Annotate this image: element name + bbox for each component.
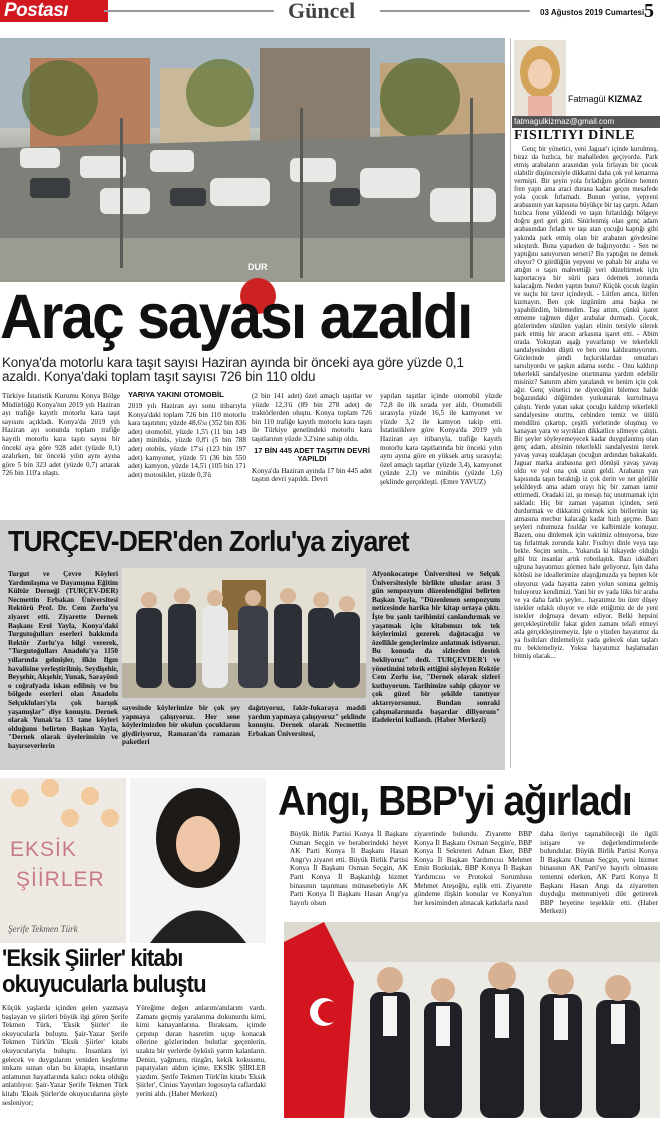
book-headline-1: 'Eksik Şiirler' kitabı	[2, 945, 183, 972]
book-cover-title-1: EKSİK	[10, 838, 77, 861]
turcev-col4: Afyonkocatepe Üniversitesi ve Selçuk Üniversitesiyle birlikte uluslar arası 3 gün sempozyum düzenlendiğini belirten Başkan Yayla, "Düzenlenen sempozyum neticesinde harika bir kitap ortaya çıktı. İşte bu şanlı tarihimizi canlandırmak ve yaşatmak için kitabımızı tek tek köylerimizi gezerek dağıtacağız ve özellikle gençlerimize anlatmak istiyoruz. Bu konuda da sizlerden destek bekliyoruz" dedi. TURÇEVDER'i ve yönetimini tebrik ettiğini söyleyen Rektör Cem Zorlu ise, "Dernek olarak sizleri kutluyorum. Tarihimize sahip çıkıyor ve çok güzel bir şekilde tanıtıyor aktarıyorsunuz. Bundan sonraki çalışmalarınızda başarılar diliyorum" ifadelerini kullandı. (Haber Merkezi)	[372, 570, 500, 725]
book-cover	[0, 778, 126, 943]
columnist-email[interactable]: fatmagulkizmaz@gmail.com	[512, 116, 660, 128]
main-story-col4: yapılan taşıtlar içinde otomobil yüzde 72,8 ile ilk sırada yer aldı. Otomobili sırasıyla yüzde 16,5 ile kamyonet ve yüzde 3,2 ile kamyon takip etti. İstatistiklere göre Konya'da 2019 yılı Haziran ayı itibarıyla, trafiğe kayıtlı motorlu kara taşıtlarında bir önceki yılın aynı ayına göre en yüksek artış sırasıyla; özel amaçlı taşıtlar (yüzde 3,4), kamyonet (yüzde 2,3) ve minibüs (yüzde 1,6) şeklinde gerçekleşti. (Emre YAVUZ)	[380, 392, 502, 486]
header-rule-right	[380, 10, 530, 12]
newspaper-logo[interactable]: Postası	[0, 0, 108, 22]
book-col2: Yüreğime değen anlarım/anılarım vardı. Zamanı geçmiş yaralarıma dokunurdu kimi, kimi kanayanlarına. Bıraksam, içimde çırpınıp duran hasretim uçup konacak ellerine gözlerinden bulutlar geçenlerin, uzakta bir yerlerde öyküsü yarım kalanların. Denizi, yağmuru, rüzgârı, kekik kokusunu, papatyaları aldım içime, EKSİK ŞİİRLER yazdım. Şerife Tekmen Türk'ün kitabı 'Eksik Şiirler', Cinius Yayınları logosuyla raflardaki yerini aldı. (Haber Merkezi)	[136, 1004, 266, 1098]
main-story-col3-text: (2 bin 141 adet) özel amaçlı taşıtlar ve yüzde 12,3'ü (89 bin 278 adet) de traktörlerden oluştu. Konya toplam 726 bin 110 trafiğe kayıtlı motorlu kara taşıtı ile Türkiye genelindeki motorlu kara taşıtlarının yüzde 3,2'sine sahip oldu.	[252, 392, 372, 443]
author-portrait	[130, 778, 266, 943]
book-headline-2: okuyucularla buluştu	[2, 971, 206, 998]
book-cover-author: Şerife Tekmen Türk	[8, 924, 78, 934]
main-story-col2-text: 2019 yılı Haziran ayı sonu itibarıyla Konya'daki toplam 726 bin 110 motorlu kara taşıtının; yüzde 48,6'sı (352 bin 836 adet) otomobil, yüzde 1,5'i (11 bin 149 adet) minibüs, yüzde 0,8'i (5 bin 788 adet) otobüs, yüzde 17'si (123 bin 197 adet) kamyonet, yüzde 5'i (36 bin 550 adet) kamyon, yüzde 14,5'i (105 bin 171 adet) motosiklet, yüzde 0,3'ü	[128, 402, 246, 479]
columnist-first-name: Fatmagül	[568, 94, 606, 104]
bbp-headline: Angı, BBP'yi ağırladı	[278, 777, 632, 824]
turcev-photo-illustration	[122, 568, 366, 698]
turcev-col1: Turgut ve Çevre Köyleri Yardımlaşma ve Dayanışma Eğitim Kültür Derneği (TURÇEV-DER) Necmettin Erbakan Üniversitesi Rektörü Prof. Dr. Cem Zorlu'yu ziyaret etti. Ziyarette Dernek Başkanı Erol Yayla, Konya'daki Turgutoğulları eserleri hakkında Rektör Zorlu'ya bilgi vererek, "Turgutoğulları Anadolu'ya 1150 yıllarında gelmişler, ilkin Ilgın havalisine yerleştirilmiş. Seydişehir, Beyşehir, Akşehir, Yunak, Sarayönü o coğrafyada iskan edilmiş ve bu bölgede eserleri olan Anadolu Selçukluları'yla çok barışık yaşamışlar" diye konuştu. Dernek olarak Yunak'ta 13 tane köyleri olduğunu belirten Başkan Yayla, "Dernek olarak üyelerimizin ve hayırseverlerin	[8, 570, 118, 750]
columnist-name	[568, 94, 642, 104]
turcev-col2: sayesinde köylerimize bir çok şey yapmaya çalışıyoruz. Her sene köylerimizden bir okulun çocuklarını giydiriyoruz, Ramazan'da ramazan paketleri	[122, 704, 240, 747]
turcev-col3: dağıtıyoruz, fakir-fukaraya maddi yardım yapmaya çalışıyoruz" şeklinde konuştu. Dernek olarak Necmettin Erbakan Üniversitesi,	[248, 704, 366, 738]
turcev-photo	[122, 568, 366, 698]
column-body: Genç bir yönetici, yeni Jaguar'ı içinde kurulmuş, biraz da hızlıca, bir mahalleden geçiyordu. Park etmiş arabaların arasından yola fırlayan bir çocuk olabilir düşüncesiyle dikkatini daha çok yol kenarına vermişti. Bir şeyin yola fırladığını görünce hemen fren yaptı ama araci durana kadar geçen mesafede yola çocuk fırlamadı. Bunun yerine, yepyeni arabasının yan kapısına büyükçe bir taş çarptı. Adam hızlıca frene yüklendi ve taşın fırlatıldığı bölgeye doğru geri geri gitti. Sinirlenmiş olan genç adam arabasından fırladı ve taşı atan çocuğu kaptığı gibi yakında park etmiş olan bir arabanın gövdesine sıkıştırdı. Buna yaparken de bağırıyordu: - Sen ne yaptığını sanıyorsun serseri? Bu yaptığın ne demek oluyor? O gördüğün yepyeni ve pahalı bir araba ve attığın o taşın mahvettiği yeri düzeltirmek için kaportacıya bir sürü para ödemek zorunda kalacağım. Neden yaptın bunu? Küçük çocuk üzgün ve suçlu bir tavır içindeydi. - Lütfen amca, lütfen kızmayın. Ben çok üzgünüm ama başka ne yapabilirdim, bilemedim. Taşı attım, çünkü işaret etmeme rağmen diğer arabalar durmadı. Çocuk, gözlerinden süzülen yaşları elinin tersiyle silerek park etmiş bir aracın arkasına işaret etti. - Abim orada. Yokuştan aşağı yuvarlanıp ve tekerlekli sandalyesinden düştü ve ben onu kaldıramıyorum. Gözlerinde şimdi hıçkırıklardan omuzları sarsılıyordu ve şaşkın adama sordu: - Onu kaldırıp tekerlekli sandalyesine oturtmama yardım edebilir misiniz? Sanırım abim yaralandı ve benim için çok ağır. Genç yönetici ne diyeceğini bilemez halde boğazındaki düğümden yutkunarak kurtulmaya çalıştı. Yerde yatan sakat çocuğu kaldırıp tekerlekli sandalyesine oturttu, cebinden temiz ve ütülü mendilini çıkartıp, çeşitli yerlerinde oluşmuş ve kanayan yara ve sıyrıkları dikkatlice silmeye çalıştı. Bir şeyler söyleyemeyecek kadar duygulanmış olan genç adam, abisinin tekerlekli sandalyesini iterek yavaş yavaş uzaklaşan çocuğun ardından bakakaldı. Jaguar marka arabasına geri dönüşü yavaş yavaş oldu ve yol ona çok uzun geldi. Arabanın yan kapısında taşın bıraktığı iz çok derin ve net görülür şekildeydi ama adam orayı hiç bir zaman tamir ettirmedi. Oradaki izi, şu mesajı hiç unutmamak için sakladı: Hiç bir zaman yaşamın içinden, seni durdurmak ve dikkatini çekmek için birilerinin taş atmasına mecbur kalacağı kadar hızlı geçme. Bazı şeyleri ruhumuza fısıldar ve kalbimizle konuşur. Bazen, onu dinlemek için vaktimiz olmuyorsa, bize taş fırlatmak zorunda kalır. Fısıltıyı dinle veya taşı bekle. Seçim senin... Yukarıda ki hikayede olduğu gibi biz insanlar artık robotlaştık. Bazı idealleri uğruna hayatımızı görmez hale geliyoruz. İşin daha kötüsü ise ideallerimize ulaştığımızda ya hepten kör oluyoruz yada hayatta zaten yolun sonuna gelmiş buluyoruz kendimizi. Yani bir ev yada lüks bir araba ve ya daha farklı şeyler... hayatımız bu üzer düşey istekler odaklı oluyor ve elde ettiğimiz de de yeni istekler doğmaya devam ediyor. Belki hepsini gerçekleştirebilir fakat giden zamanı telafi etmeyi asla gerçekleştiremeyiz. İşte o yüzden hayatımız da ya fısıltıları dinlemeliyiz yada gelecek olan taşları mı beklemeliyiz. Yoksa hayatımız başlamadan bitmiş olacak...	[514, 146, 658, 660]
header-rule	[104, 10, 274, 12]
main-subheadline: Konya'da motorlu kara taşıt sayısı Haziran ayında bir önceki aya göre yüzde 0,1 azaldı. Konya'daki toplam taşıt sayısı 726 bin 110 oldu	[2, 355, 464, 384]
columnist-portrait	[514, 40, 566, 116]
bbp-col1: Büyük Birlik Partisi Konya İl Başkanı Osman Seçgin ve beraberindeki heyet AK Parti Konya İl Başkanı Hasan Angı'yı ziyaret etti. Büyük Birlik Partisi Konya İl Başkanı Osman Seçgin, AK Parti Konya İl Başkanlığı hizmet binasının taşınması münasebetiyle AK Parti Konya İl Başkanı Hasan Angı'ya hayırlı olsun	[290, 830, 408, 907]
traffic-photo-illustration	[0, 38, 505, 282]
book-col1: Küçük yaşlarda içinden gelen yazmaya başlayan ve şiirleri büyük ilgi gören Şerife Tekmen Türk, 'Eksik Şiirler' ile okuyucularla buluştu. Şair-Yazar Şerife Tekmen Türk'ün 'Eksik Şiirler' kitabı okuyucularıyla buluştu. İnsanlara iyi gelecek ve duygularını yeniden keşfetme imkanı sunan olan bu kitapta, insanların anlamının hayatlarında kalıcı nokta olduğu anlatılıyor. Şair-Yazar Şerife Tekmen Türk kitabı 'Eksik Şiirler'de okuyucularına şöyle sesleniyor;	[2, 1004, 128, 1107]
turcev-headline: TURÇEV-DER'den Zorlu'ya ziyaret	[8, 526, 409, 558]
columnist-last-name: KIZMAZ	[608, 94, 643, 104]
issue-date: 03 Ağustos 2019 Cumartesi	[540, 8, 645, 17]
main-story-col1: Türkiye İstatistik Kurumu Konya Bölge Müdürlüğü Konya'nın 2019 yılı Haziran ayı trafiğe kayıtlı motorlu kara taşıt sayısını açıkladı. Konya'da 2019 yılı Haziran ayı sonunda toplam trafiğe kayıtlı motorlu kara taşıtı sayısı bir önceki aya göre 928 adet (yüzde 0,1) azalırken, bir önceki yılın aynı ayına göre 5 bin 323 adet (yüzde 0,7) artarak 726 bin 110'a ulaştı.	[2, 392, 120, 478]
main-story-col3b-text: Konya'da Haziran ayında 17 bin 445 adet taşıtın devri yapıldı. Devri	[252, 466, 372, 484]
bbp-col3: daha ileriye taşınabileceği ile ilgili istişare ve değerlendirmelerde bulundular. Büyük Birlik Partisi Konya İl Başkanı Osman Seçgin, yeni hizmet binasının AK Parti'ye hayırlı olmasını temenni ederken, AK Parti Konya İl Başkanı Hasan Angı da ziyaretten duyduğu memnuniyeti dile getirerek BBP heyetine teşekkür etti. (Haber Merkezi)	[540, 830, 658, 916]
traffic-photo	[0, 38, 505, 282]
book-cover-title-2: ŞİİRLER	[16, 868, 105, 891]
main-story-subhead-2: 17 BİN 445 ADET TAŞITIN DEVRİ YAPILDI	[254, 445, 370, 464]
page-number: 5	[644, 0, 654, 22]
main-story-subhead-1: YARIYA YAKINI OTOMOBİL	[128, 390, 224, 399]
main-story-col3	[252, 392, 372, 512]
bbp-photo	[284, 922, 660, 1118]
stop-sign-text: DUR	[248, 262, 268, 272]
bbp-col2: ziyaretinde bulundu. Ziyarette BBP Konya İl Başkanı Osman Seçgin'e, BBP Konya İl Sekreteri Adnan Eker, BBP Konya İl Başkan Yardımcısı Mehmet Emin Bozkulak, BBP Konya İl Başkan Yardımcısı ve Protokol Sorumlusu Mehmet Ateşoğlu, eşlik etti. Ziyarette gündeme ilişkin konular ve Konya'nın her kesiminden alınacak katkılarla nasıl	[414, 830, 532, 907]
main-story-col2	[128, 390, 246, 510]
column-title: FISILTIYI DİNLE	[514, 128, 635, 143]
main-headline: Araç sayası azaldı	[0, 282, 472, 352]
section-title: Güncel	[288, 0, 356, 23]
